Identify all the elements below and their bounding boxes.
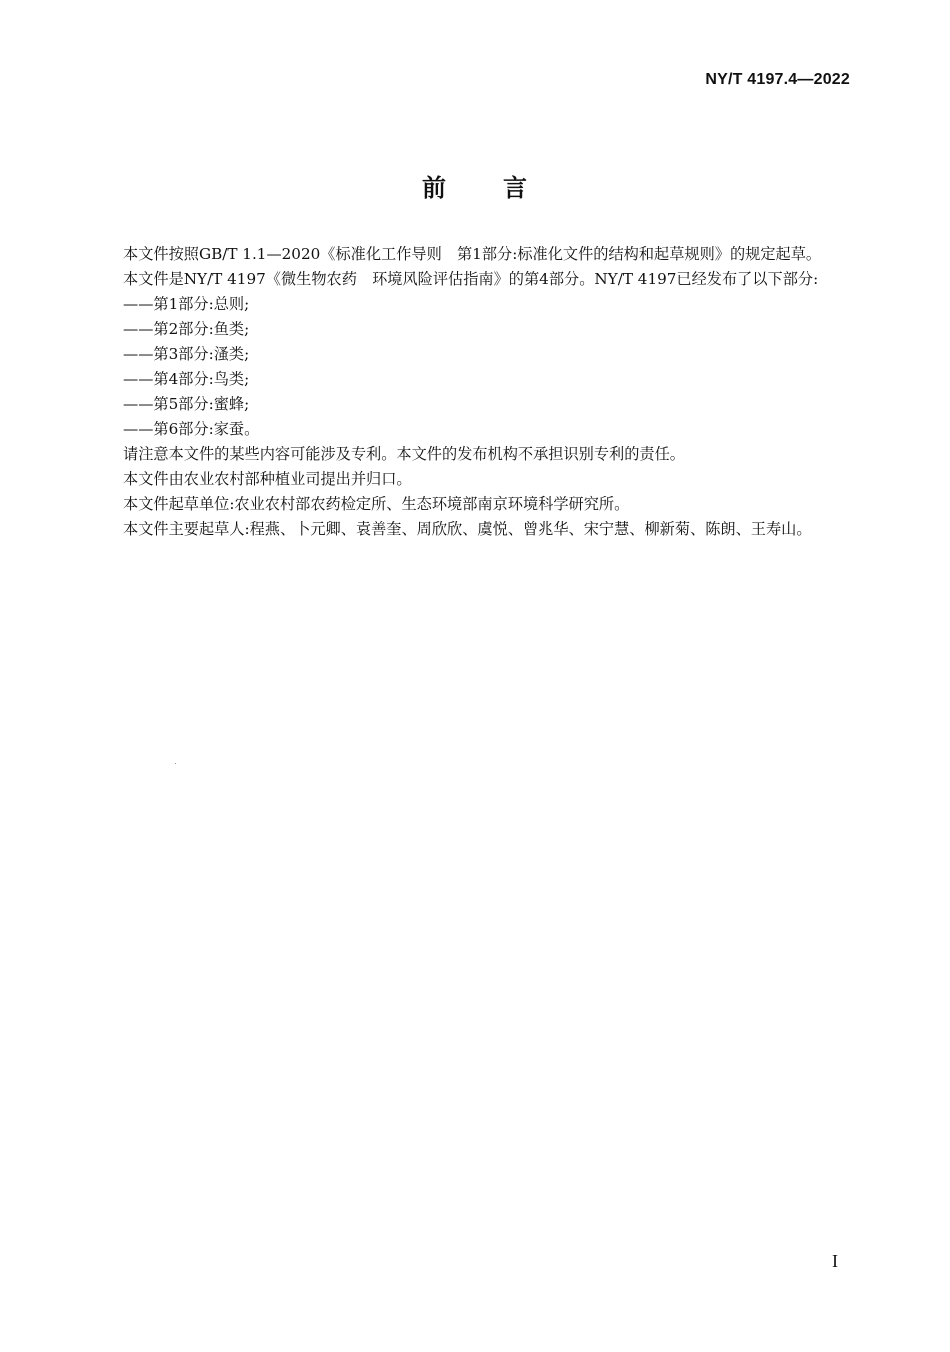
paragraph-series-info: 本文件是NY/T 4197《微生物农药 环境风险评估指南》的第4部分。NY/T 4197已经发布了以下部分:: [123, 270, 819, 288]
parts-list: [93, 292, 853, 442]
list-item: ——第2部分:鱼类;: [123, 320, 250, 338]
page-title: [0, 168, 950, 203]
page-number: I: [832, 1251, 838, 1271]
list-item: ——第5部分:蜜蜂;: [123, 395, 250, 413]
list-item: ——第3部分:溞类;: [123, 345, 250, 363]
list-item: ——第4部分:鸟类;: [123, 370, 250, 388]
title-char-1: 前: [422, 174, 447, 202]
foreword-body: [93, 242, 853, 542]
paragraph-drafting-units: 本文件起草单位:农业农村部农药检定所、生态环境部南京环境科学研究所。: [123, 495, 630, 513]
paragraph-proposer: 本文件由农业农村部种植业司提出并归口。: [123, 470, 412, 488]
title-char-2: 言: [503, 174, 528, 202]
scan-speck: [175, 763, 176, 764]
standard-code: NY/T 4197.4—2022: [705, 71, 850, 88]
list-item: ——第1部分:总则;: [123, 295, 250, 313]
paragraph-drafters: 本文件主要起草人:程燕、卜元卿、袁善奎、周欣欣、虞悦、曾兆华、宋宁慧、柳新菊、陈朗、王寿山。: [123, 520, 812, 538]
paragraph-drafting-rules: 本文件按照GB/T 1.1—2020《标准化工作导则 第1部分:标准化文件的结构和起草规则》的规定起草。: [123, 245, 822, 263]
list-item: ——第6部分:家蚕。: [123, 420, 260, 438]
paragraph-patent-notice: 请注意本文件的某些内容可能涉及专利。本文件的发布机构不承担识别专利的责任。: [123, 445, 685, 463]
